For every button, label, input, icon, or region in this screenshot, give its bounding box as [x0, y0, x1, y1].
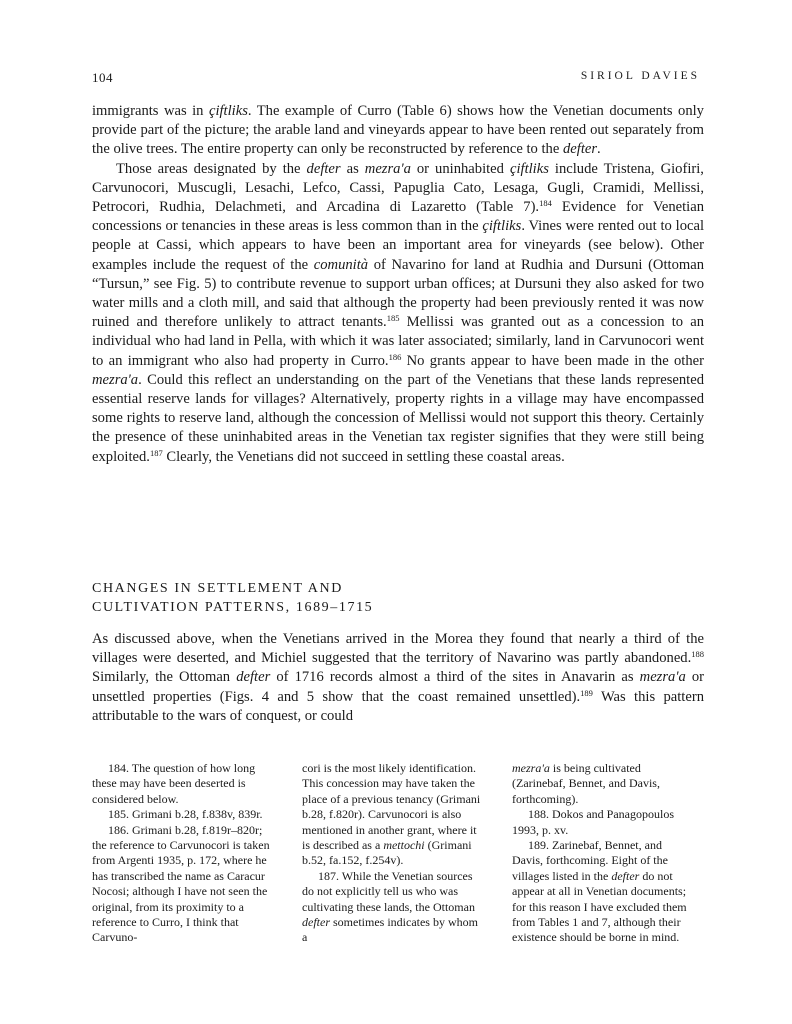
section-heading: [92, 579, 704, 617]
text-run: 189. Zarinebaf, Bennet, and Davis, forthcoming. Eight of the villages listed in the: [512, 838, 668, 883]
italic-term: mezra'a: [364, 160, 411, 177]
text-run: . Could this reflect an understanding on the part of the Venetians that these lands represented essential reserve lands for villages? Alternatively, property rights in a village may have encompassed some rights to reserve land, although the concession of Mellissi would not support this theory. Certainly the presence of these uninhabited areas in the Venetian tax register signifies that they were still being exploited.: [92, 371, 704, 465]
text-run: of Navarino for land at Rudhia and Dursuni (Ottoman “Tursun,” see Fig. 5) to contribute revenue to support urban offices; at Dursuni they also asked for two water mills and a cloth mill, and said that although the property had been previously rented it was now ruined and therefore unlikely to attract tenants.: [92, 256, 704, 331]
text-run: No grants appear to have been made in the other: [401, 352, 704, 369]
footnote-184: 184. The question of how long these may have been deserted is considered below.: [92, 761, 256, 806]
italic-term: defter: [302, 915, 330, 930]
footnote-186-continued: [302, 761, 484, 869]
footnote-186: 186. Grimani b.28, f.819r–820r; the reference to Carvunocori is taken from Argenti 1935, p. 172, where he has transcribed the name as Caracur Nocosi; although I have not seen the original, from its proximity to a reference to Curro, I think that Carvuno-: [92, 822, 270, 945]
page-number: 104: [92, 70, 113, 85]
footnote-187: [302, 869, 484, 946]
footnote-ref[interactable]: 188: [691, 649, 704, 660]
italic-term: mezra'a: [639, 669, 686, 686]
text-run: Mellissi was granted out as a concession to an individual who had land in Pella, with which it was later associated; similarly, land in Carvunocori went to an immigrant who also had property in Curro.: [92, 314, 705, 369]
italic-term: mettochi: [383, 838, 425, 853]
main-text: [92, 102, 704, 467]
italic-term: çiftliks: [482, 218, 522, 235]
text-run: . Vines were rented out to local people at Cassi, which appears to have been an important area for vineyards (see below). Other examples include the request of the: [92, 218, 704, 273]
text-run: immigrants was in: [92, 103, 209, 119]
italic-term: mezra'a: [512, 761, 550, 775]
footnote-188: 188. Dokos and Panagopoulos 1993, p. xv.: [512, 807, 674, 837]
text-run: Was this pattern attributable to the wars of conquest, or could: [92, 688, 705, 724]
footnote-ref[interactable]: 187: [149, 447, 163, 458]
text-run: as: [340, 160, 365, 177]
text-run: cori is the most likely identification. This concession may have taken the place of a previous tenancy (Grimani b.28, f.820r). Carvunocori is also mentioned in another grant, where it is described as a: [302, 761, 481, 853]
text-run: Similarly, the Ottoman: [92, 669, 237, 686]
footnote-column-2: [302, 761, 484, 946]
text-run: sometimes indicates by whom a: [302, 915, 478, 945]
text-run: As discussed above, when the Venetians arrived in the Morea they found that nearly a third of the villages were deserted, and Michiel suggested that the territory of Navarino was partly abandoned.: [92, 631, 704, 667]
text-run: or unsettled properties (Figs. 4 and 5 show that the coast remained unsettled).: [92, 669, 705, 705]
italic-term: defter: [306, 160, 341, 177]
italic-term: mezra'a: [92, 371, 139, 388]
text-run: is being cultivated (Zarinebaf, Bennet, and Davis, forthcoming).: [512, 761, 660, 806]
paragraph-1: [92, 102, 704, 160]
text-run: do not appear at all in Venetian documents; for this reason I have excluded them from Tables 1 and 7, although their existence should be borne in mind.: [512, 868, 687, 945]
paragraph-3: [92, 630, 704, 726]
italic-term: defter: [236, 669, 271, 686]
footnote-column-1: [92, 761, 274, 946]
footnote-ref[interactable]: 189: [580, 687, 593, 698]
italic-term: comunità: [313, 256, 369, 273]
footnote-ref[interactable]: 184: [539, 198, 552, 209]
text-run: . The example of Curro (Table 6) shows how the Venetian documents only provide part of the picture; the arable land and vineyards appear to have been rented out separately from the olive trees. The entire property can only be reconstructed by reference to the: [92, 103, 704, 158]
text-run: Clearly, the Venetians did not succeed in settling these coastal areas.: [162, 448, 565, 465]
heading-line: CULTIVATION PATTERNS, 1689–1715: [92, 600, 374, 615]
section-text: [92, 630, 704, 726]
text-run: .: [597, 141, 601, 158]
footnote-ref[interactable]: 186: [388, 351, 402, 362]
text-run: Those areas designated by the: [116, 160, 307, 177]
footnote-187-continued: [512, 761, 694, 807]
paragraph-2: [92, 160, 704, 467]
text-run: or uninhabited: [410, 160, 510, 177]
footnote-189: [512, 838, 694, 946]
text-run: include Tristena, Giofiri, Carvunocori, Muscugli, Lesachi, Lefco, Cassi, Papuglia Cato, Lesaga, Gugli, Cramidi, Mellissi, Petrocori, Rudhia, Delachmeti, and Arcadina di Lazaretto (Table 7).: [92, 160, 704, 216]
text-run: Evidence for Venetian concessions or tenancies in these areas is less common than in the: [92, 199, 704, 235]
running-head: SIRIOL DAVIES: [580, 70, 700, 82]
footnote-column-3: [512, 761, 694, 946]
footnote-185: 185. Grimani b.28, f.838v, 839r.: [108, 807, 263, 822]
italic-term: çiftliks: [509, 160, 549, 177]
italic-term: çiftliks: [208, 103, 248, 119]
italic-term: defter: [562, 141, 598, 158]
text-run: (Grimani b.52, fa.152, f.254v).: [302, 838, 472, 868]
heading-line: CHANGES IN SETTLEMENT AND: [92, 581, 343, 596]
text-run: 187. While the Venetian sources do not explicitly tell us who was cultivating these lands, the Ottoman: [302, 868, 475, 914]
italic-term: defter: [611, 868, 640, 883]
footnote-ref[interactable]: 185: [386, 313, 400, 324]
text-run: of 1716 records almost a third of the sites in Anavarin as: [270, 669, 640, 686]
